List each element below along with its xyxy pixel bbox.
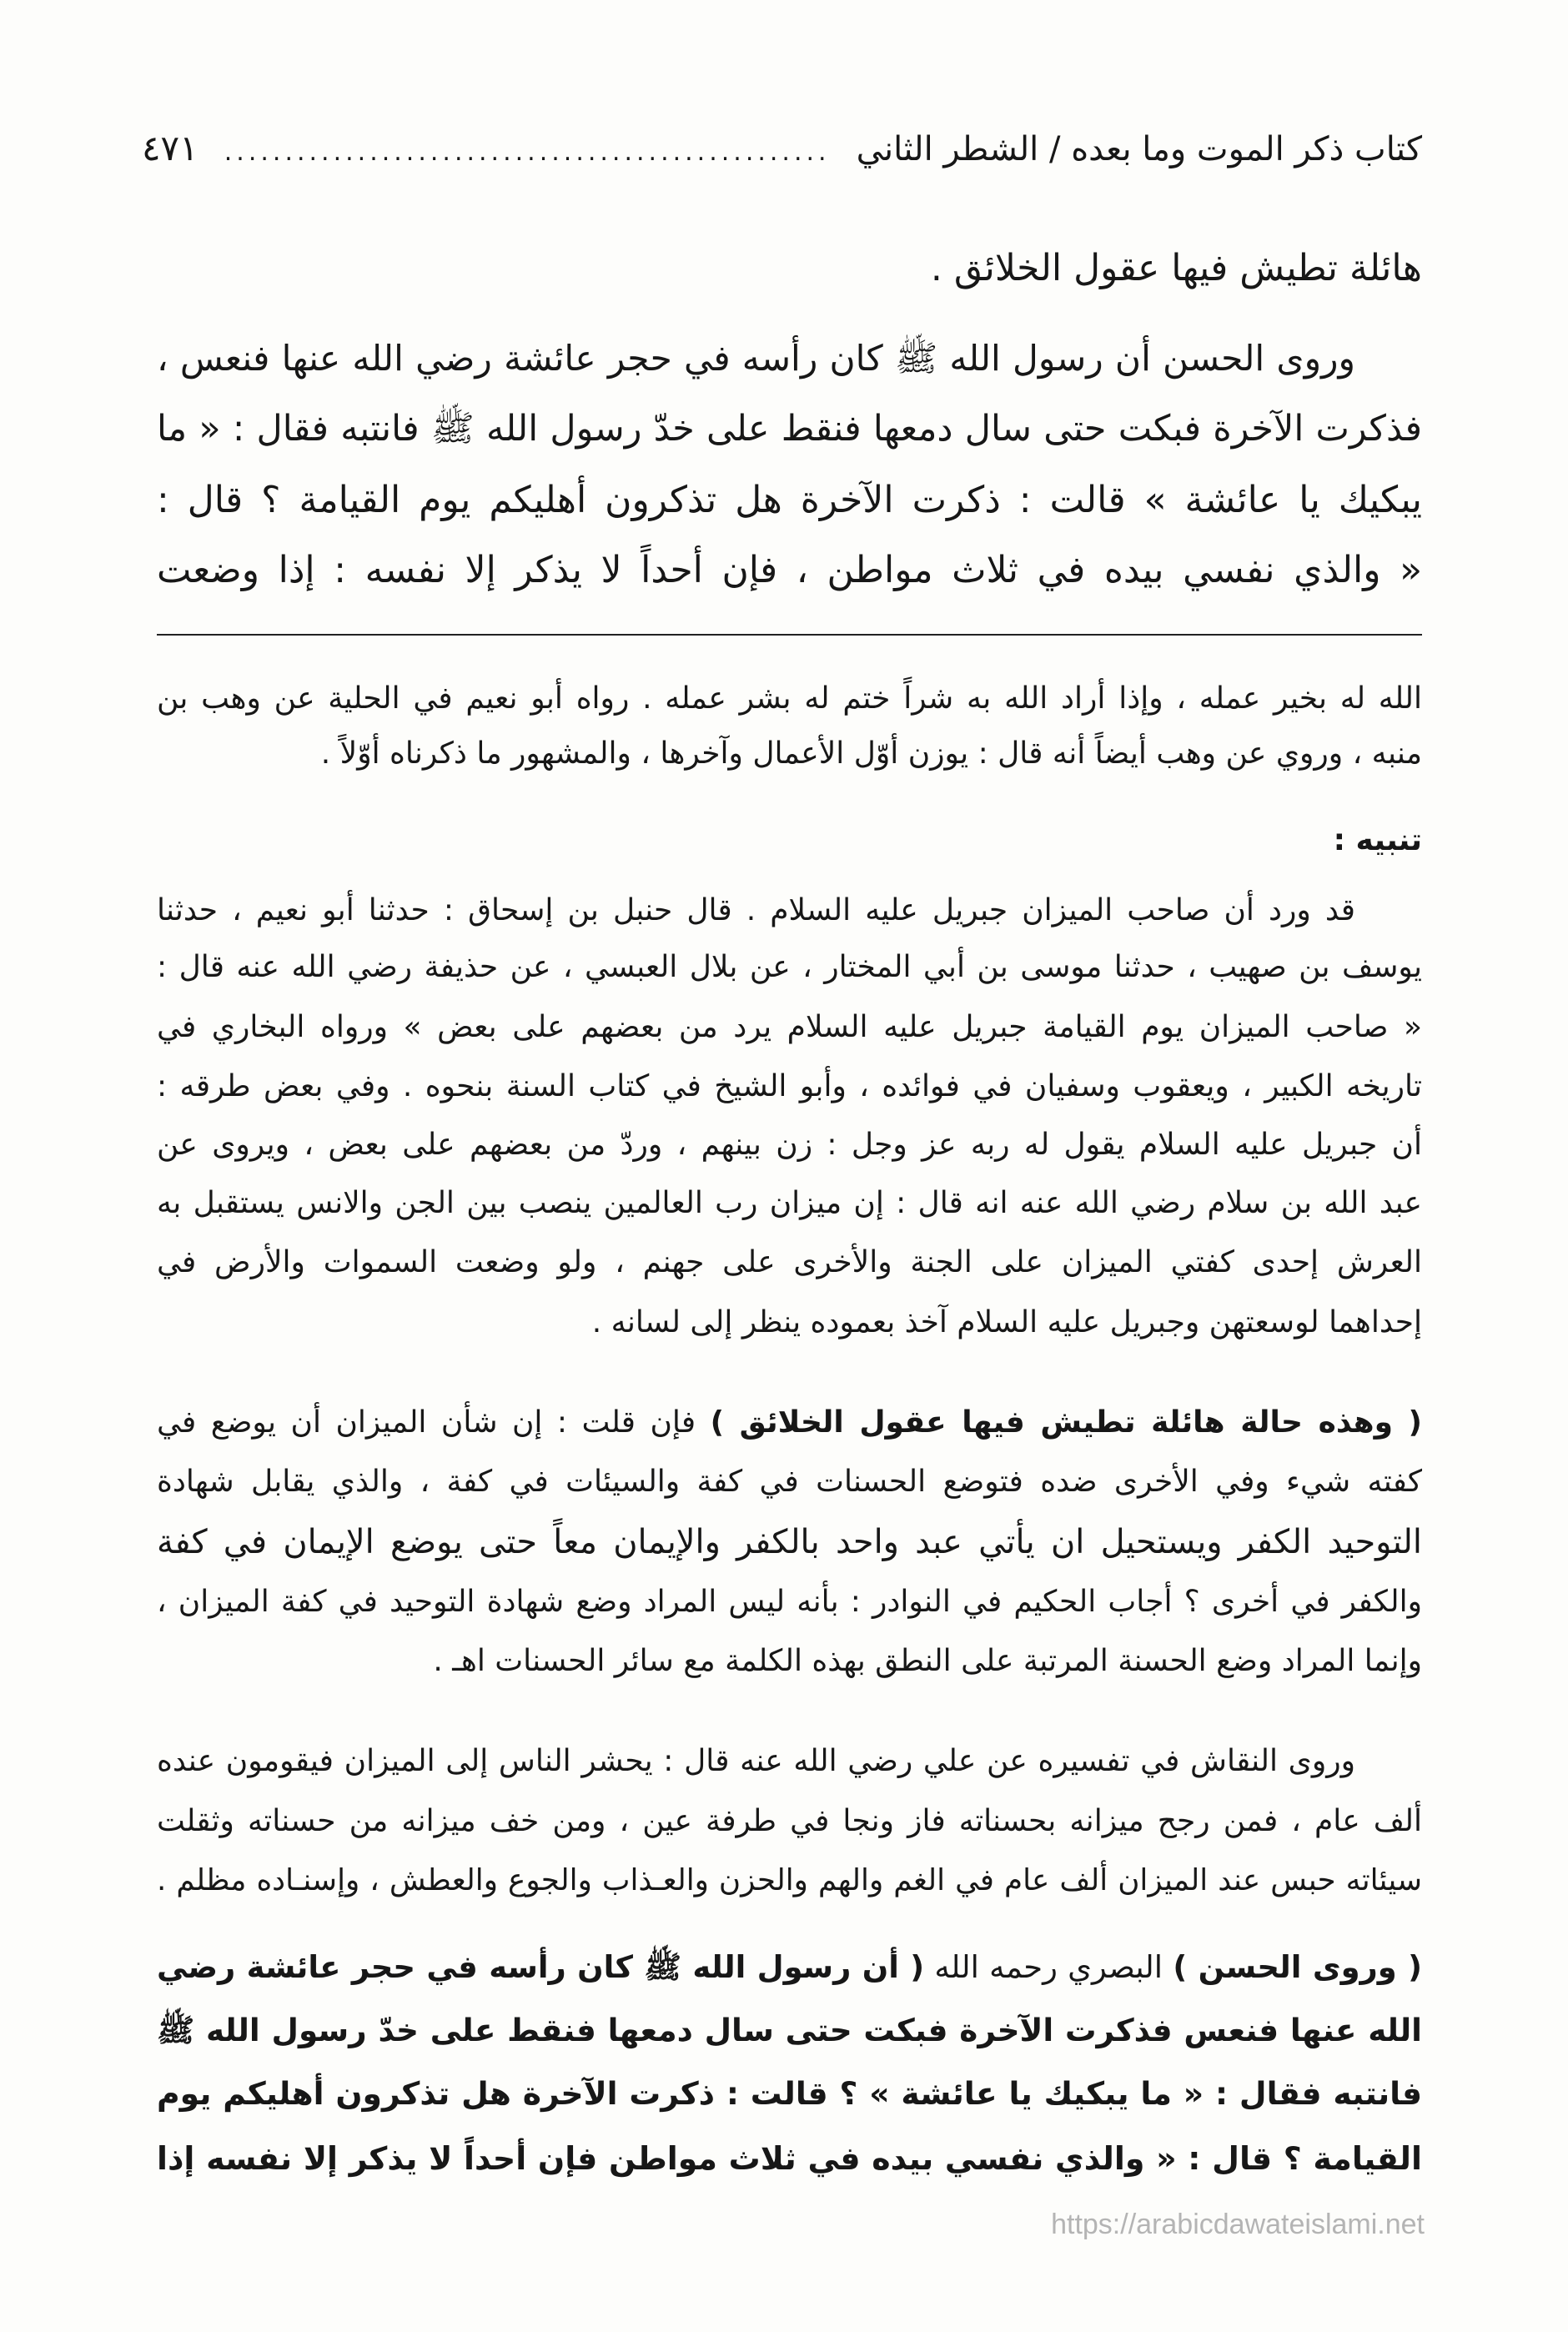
commentary-line: سيئاته حبس عند الميزان ألف عام في الغم والهم والحزن والعـذاب والجوع والعطش ، وإسنـاده مظلم .	[157, 1863, 1422, 1897]
commentary-line	[157, 1937, 1422, 1998]
page-number: ٤٧١	[142, 128, 199, 168]
main-text-line: هائلة تطيش فيها عقول الخلائق .	[930, 247, 1422, 289]
notice-line: عبد الله بن سلام رضي الله عنه انه قال : إن ميزان رب العالمين ينصب بين الجن والانس يستقبل به	[157, 1186, 1422, 1220]
commentary-line: ألف عام ، فمن رجح ميزانه بحسناته فاز ونجا في طرفة عين ، ومن خف ميزانه من حسناته وثقلت	[157, 1804, 1422, 1838]
quoted-matn: ( وهذه حالة هائلة تطيش فيها عقول الخلائق )	[710, 1405, 1423, 1440]
notice-line: يوسف بن صهيب ، حدثنا موسى بن أبي المختار ، عن بلال العبسي ، عن حذيفة رضي الله عنه قال :	[157, 950, 1422, 984]
running-header	[142, 118, 1422, 178]
notice-line: تاريخه الكبير ، ويعقوب وسفيان في فوائده ، وأبو الشيخ في كتاب السنة بنحوه . وفي بعض طرقه :	[157, 1069, 1422, 1103]
notice-line: إحداهما لوسعتهن وجبريل عليه السلام آخذ بعموده ينظر إلى لسانه .	[591, 1305, 1422, 1339]
footnote-line: منبه ، وروي عن وهب أيضاً أنه قال : يوزن أوّل الأعمال وآخرها ، والمشهور ما ذكرناه أوّلاً .	[320, 736, 1422, 771]
quoted-matn: ( وروى الحسن )	[1173, 1949, 1422, 1985]
notice-line: أن جبريل عليه السلام يقول له ربه عز وجل : زن بينهم ، وردّ من بعضهم على بعض ، ويروى عن	[157, 1128, 1422, 1162]
commentary-line: كفته شيء وفي الأخرى ضده فتوضع الحسنات في كفة والسيئات في كفة ، والذي يقابل شهادة	[157, 1465, 1422, 1499]
notice-line: العرش إحدى كفتي الميزان على الجنة والأخرى على جهنم ، ولو وضعت السموات والأرض في	[157, 1245, 1422, 1279]
running-header-title: كتاب ذكر الموت وما بعده / الشطر الثاني	[856, 130, 1422, 168]
commentary-text: فإن قلت : إن شأن الميزان أن يوضع في	[157, 1405, 696, 1440]
quoted-matn-line: فانتبه فقال : « ما يبكيك يا عائشة » ؟ قالت : ذكرت الآخرة هل تذكرون أهليكم يوم	[157, 2075, 1422, 2112]
commentary-line: وإنما المراد وضع الحسنة المرتبة على النطق بهذه الكلمة مع سائر الحسنات اهـ .	[433, 1644, 1422, 1678]
commentary-line: وروى النقاش في تفسيره عن علي رضي الله عنه قال : يحشر الناس إلى الميزان فيقومون عنده	[157, 1744, 1355, 1778]
commentary-line: والكفر في أخرى ؟ أجاب الحكيم في النوادر : بأنه ليس المراد وضع شهادة التوحيد في كفة الميزان ،	[157, 1585, 1422, 1619]
notice-heading: تنبيه :	[1333, 823, 1422, 857]
main-text-line: وروى الحسن أن رسول الله ﷺ كان رأسه في حجر عائشة رضي الله عنها فنعس ،	[157, 338, 1355, 379]
notice-line: « صاحب الميزان يوم القيامة جبريل عليه السلام يرد من بعضهم على بعض » ورواه البخاري في	[157, 1010, 1422, 1044]
dot-leader: ..................................................	[224, 138, 831, 167]
quoted-matn-line: القيامة ؟ قال : « والذي نفسي بيده في ثلاث مواطن فإن أحداً لا يذكر إلا نفسه إذا	[157, 2140, 1422, 2177]
main-text-line: يبكيك يا عائشة » قالت : ذكرت الآخرة هل تذكرون أهليكم يوم القيامة ؟ قال :	[157, 479, 1422, 521]
quoted-matn-line: الله عنها فنعس فذكرت الآخرة فبكت حتى سال دمعها فنقط على خدّ رسول الله ﷺ	[157, 2012, 1422, 2048]
main-text-line: « والذي نفسي بيده في ثلاث مواطن ، فإن أحداً لا يذكر إلا نفسه : إذا وضعت	[157, 549, 1422, 591]
watermark-url: https://arabicdawateislami.net	[1051, 2209, 1425, 2240]
footnote-separator	[157, 634, 1422, 636]
quoted-matn: ( أن رسول الله ﷺ كان رأسه في حجر عائشة رضي	[157, 1949, 925, 1985]
notice-line: قد ورد أن صاحب الميزان جبريل عليه السلام . قال حنبل بن إسحاق : حدثنا أبو نعيم ، حدثنا	[157, 893, 1355, 927]
main-text-line: فذكرت الآخرة فبكت حتى سال دمعها فنقط على خدّ رسول الله ﷺ فانتبه فقال : « ما	[157, 408, 1422, 450]
footnote-line: الله له بخير عمله ، وإذا أراد الله به شراً ختم له بشر عمله . رواه أبو نعيم في الحلية عن وهب بن	[157, 681, 1422, 716]
commentary-line	[157, 1395, 1422, 1450]
commentary-line: التوحيد الكفر ويستحيل ان يأتي عبد واحد بالكفر والإيمان معاً حتى يوضع الإيمان في كفة	[157, 1523, 1422, 1561]
commentary-text: البصري رحمه الله	[934, 1949, 1163, 1985]
